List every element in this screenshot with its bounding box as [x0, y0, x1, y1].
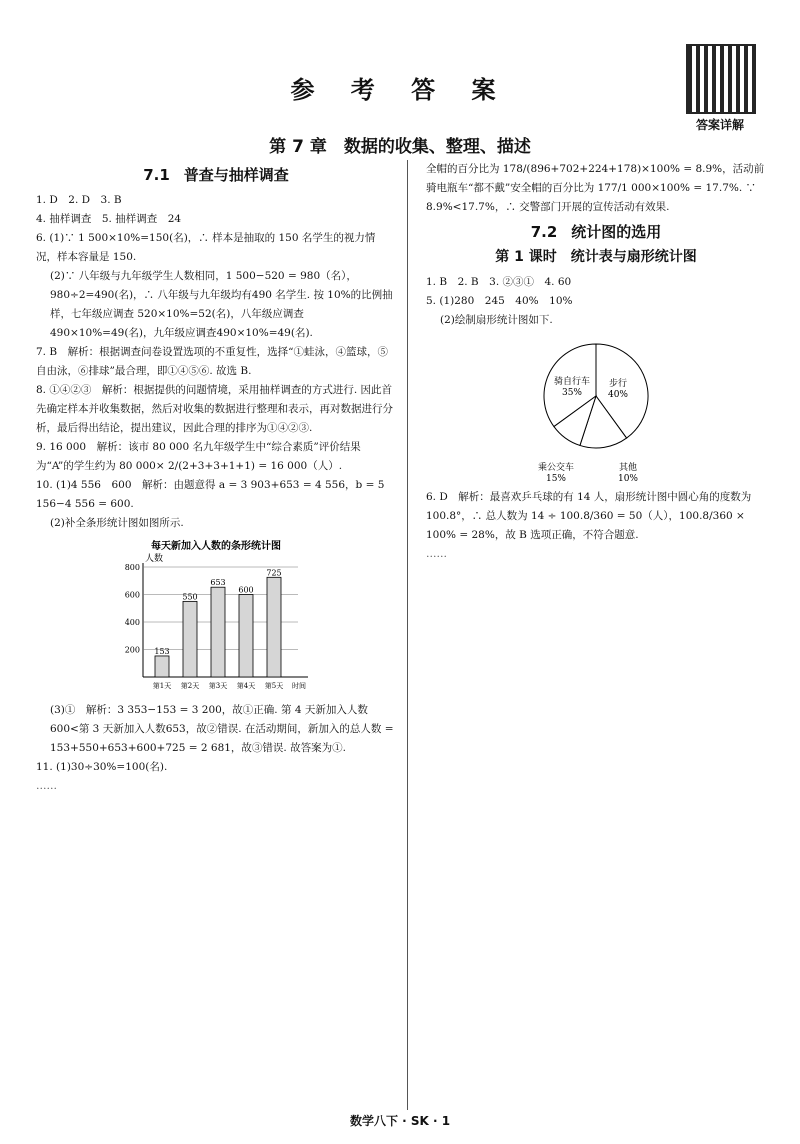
answer-line: 9. 16 000 解析：该市 80 000 名九年级学生中“综合素质”评价结果为“A”的学生约为 80 000× 2/(2+3+3+1+1) = 16 000（人）. — [36, 441, 361, 472]
right-column — [426, 160, 766, 564]
data-label: 653 — [210, 578, 226, 588]
answer-line: (3)① 解析：3 353−153 = 3 200，故①正确. 第 4 天新加入人数600<第 3 天新加入人数653，故②错误. 在活动期间，新加入的总人数 = 153+550+653+600+725 = 2 681，故③错误. 故答案为①. — [50, 704, 394, 754]
data-label: 550 — [182, 592, 198, 602]
bar — [239, 595, 253, 678]
bar — [267, 577, 281, 677]
slice-label: 骑自行车 — [553, 377, 591, 387]
bar — [211, 587, 225, 677]
slice-label: 乘公交车 — [537, 463, 575, 473]
answer-line: 11. (1)30÷30%=100(名). — [36, 761, 168, 773]
x-tick-label: 第2天 — [180, 682, 200, 690]
x-tick-label: 第5天 — [264, 682, 284, 690]
slice-label: 步行 — [608, 379, 628, 389]
answer-line: 7. B 解析：根据调查问卷设置选项的不重复性，选择“①蛙泳，④篮球，⑤自由泳，⑥排球”最合理，即①④⑤⑥. 故选 B. — [36, 346, 388, 377]
answer-line: 8. ①④②③ 解析：根据提供的问题情境，采用抽样调查的方式进行. 因此首先确定样本并收集数据，然后对收集的数据进行整理和表示，再对数据进行分析，最后得出结论，提出建议，因此合理的排序为①④②③. — [36, 384, 393, 434]
slice-value: 40% — [607, 390, 629, 400]
slice-label: 其他 — [618, 463, 638, 473]
lesson-title: 第 1 课时 统计表与扇形统计图 — [495, 249, 697, 265]
y-tick-label: 400 — [124, 618, 140, 627]
answer-line: 5. (1)280 245 40% 10% — [426, 295, 573, 307]
answer-line: 4. 抽样调查 5. 抽样调查 24 — [36, 213, 182, 225]
qr-label: 答案详解 — [695, 118, 744, 132]
section-title-7-1 — [36, 166, 396, 185]
y-tick-label: 200 — [124, 645, 140, 655]
answer-ellipsis: …… — [36, 780, 57, 792]
x-tick-label: 第3天 — [208, 682, 228, 690]
bar — [155, 656, 169, 677]
section-title-7-2 — [426, 223, 766, 242]
bar-chart — [111, 537, 321, 697]
answer-line: 6. (1)∵ 1 500×10%=150(名)，∴ 样本是抽取的 150 名学生的视力情况，样本容量是 150. — [36, 232, 376, 263]
data-label: 600 — [238, 585, 254, 595]
chapter-title: 第 7 章 数据的收集、整理、描述 — [269, 137, 531, 157]
answer-line: (2)∵ 八年级与九年级学生人数相同，1 500−520 = 980（名），980÷2=490(名)，∴ 八年级与九年级均有490 名学生. 按 10%的比例抽样，七年级应调查 520×10%=52(名)，八年级应调查 490×10%=49(名)，九年级应调查490×10%=49(名). — [50, 270, 393, 339]
x-axis-label: 时间 — [292, 682, 306, 690]
x-tick-label: 第4天 — [236, 682, 256, 690]
answer-line: 全帽的百分比为 178/(896+702+224+178)×100% = 8.9%，活动前骑电瓶车“都不戴”安全帽的百分比为 177/1 000×100% = 17.7%. ∵ 8.9%<17.7%，∴ 交警部门开展的宣传活动有效果. — [426, 163, 765, 213]
answer-line: 10. (1)4 556 600 解析：由题意得 a = 3 903+653 = 4 556，b = 5 156−4 556 = 600. — [36, 479, 385, 510]
column-divider — [407, 160, 408, 1110]
chart-title: 每天新加入人数的条形统计图 — [151, 541, 281, 552]
answer-line: 1. B 2. B 3. ②③① 4. 60 — [426, 276, 572, 288]
y-tick-label: 800 — [124, 563, 140, 572]
answer-line: (2)补全条形统计图如图所示. — [50, 517, 184, 529]
answer-line: (2)绘制扇形统计图如下. — [440, 314, 553, 326]
section-label: 普查与抽样调查 — [183, 166, 289, 184]
pie-chart — [496, 334, 696, 484]
data-label: 725 — [266, 568, 282, 578]
answer-line: 1. D 2. D 3. B — [36, 194, 122, 206]
slice-value: 10% — [617, 474, 639, 484]
x-tick-label: 第1天 — [152, 682, 172, 690]
page-title: 参 考 答 案 — [290, 75, 510, 104]
section-number: 7.2 — [530, 223, 558, 241]
slice-value: 15% — [545, 474, 567, 484]
data-label: 153 — [154, 646, 170, 656]
y-axis-label: 人数 — [145, 554, 164, 564]
left-column — [36, 160, 396, 796]
y-tick-label: 600 — [124, 590, 140, 600]
qr-code-icon[interactable] — [686, 44, 756, 114]
answer-ellipsis: …… — [426, 548, 447, 560]
bar — [183, 601, 197, 677]
section-number: 7.1 — [143, 166, 170, 184]
section-label: 统计图的选用 — [571, 223, 662, 241]
answer-line: 6. D 解析：最喜欢乒乓球的有 14 人，扇形统计图中圆心角的度数为 100.8°，∴ 总人数为 14 ÷ 100.8/360 = 50（人），100.8/360 × 100% = 28%，故 B 选项正确，不符合题意. — [426, 491, 752, 541]
page-footer: 数学八下 · SK · 1 — [349, 1114, 451, 1128]
slice-value: 35% — [561, 388, 583, 398]
